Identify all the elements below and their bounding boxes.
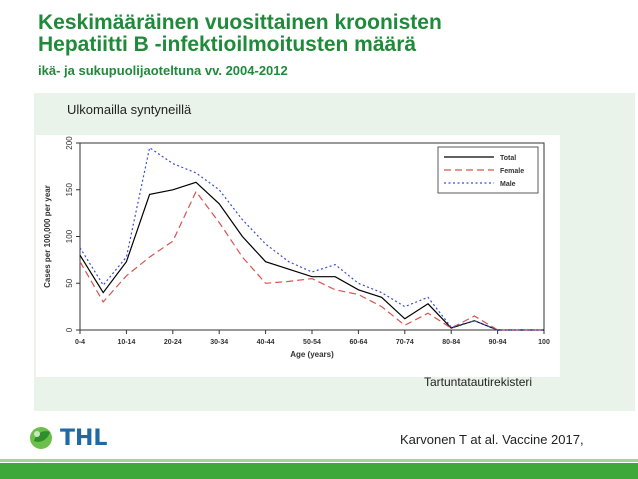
x-tick-label: 40-44 — [256, 339, 275, 346]
x-tick-label: 90-94 — [488, 339, 507, 346]
thl-logo — [28, 425, 107, 451]
legend-label-total: Total — [500, 155, 517, 162]
y-tick-label: 50 — [65, 278, 74, 288]
y-tick-label: 150 — [65, 183, 74, 197]
x-tick-label: 10-14 — [117, 339, 136, 346]
legend-label-male: Male — [500, 181, 516, 188]
x-tick-label: 70-74 — [395, 339, 414, 346]
slide-title — [38, 12, 442, 56]
thl-leaf-icon — [28, 425, 54, 451]
title-line-2: Hepatiitti B -infektioilmoitusten määrä — [38, 33, 417, 56]
region-label: Ulkomailla syntyneillä — [67, 102, 192, 117]
x-tick-label: 30-34 — [210, 339, 229, 346]
y-tick-label: 200 — [65, 136, 74, 150]
data-source: Tartuntatautirekisteri — [424, 375, 533, 389]
x-tick-label: 100 — [538, 339, 550, 346]
title-line-1: Keskimääräinen vuosittainen kroonisten — [38, 11, 442, 34]
chart-area — [36, 135, 560, 377]
footer-divider — [0, 459, 638, 462]
x-tick-label: 20-24 — [163, 339, 182, 346]
x-tick-label: 0-4 — [74, 339, 86, 346]
y-axis-label: Cases per 100,000 per year — [43, 185, 52, 288]
footer-bar — [0, 463, 638, 479]
legend-label-female: Female — [500, 168, 525, 175]
series-line-female — [80, 192, 544, 330]
x-tick-label: 60-64 — [349, 339, 368, 346]
citation: Karvonen T at al. Vaccine 2017, — [400, 432, 584, 447]
y-tick-label: 100 — [65, 229, 74, 244]
slide-subtitle: ikä- ja sukupuolijaoteltuna vv. 2004-2012 — [38, 63, 288, 78]
series-line-total — [80, 182, 544, 330]
x-axis-label: Age (years) — [290, 350, 334, 359]
line-chart — [36, 135, 560, 377]
x-tick-label: 50-54 — [303, 339, 321, 346]
thl-logo-text: THL — [60, 425, 108, 451]
x-tick-label: 80-84 — [442, 339, 461, 346]
y-tick-label: 0 — [65, 327, 74, 333]
